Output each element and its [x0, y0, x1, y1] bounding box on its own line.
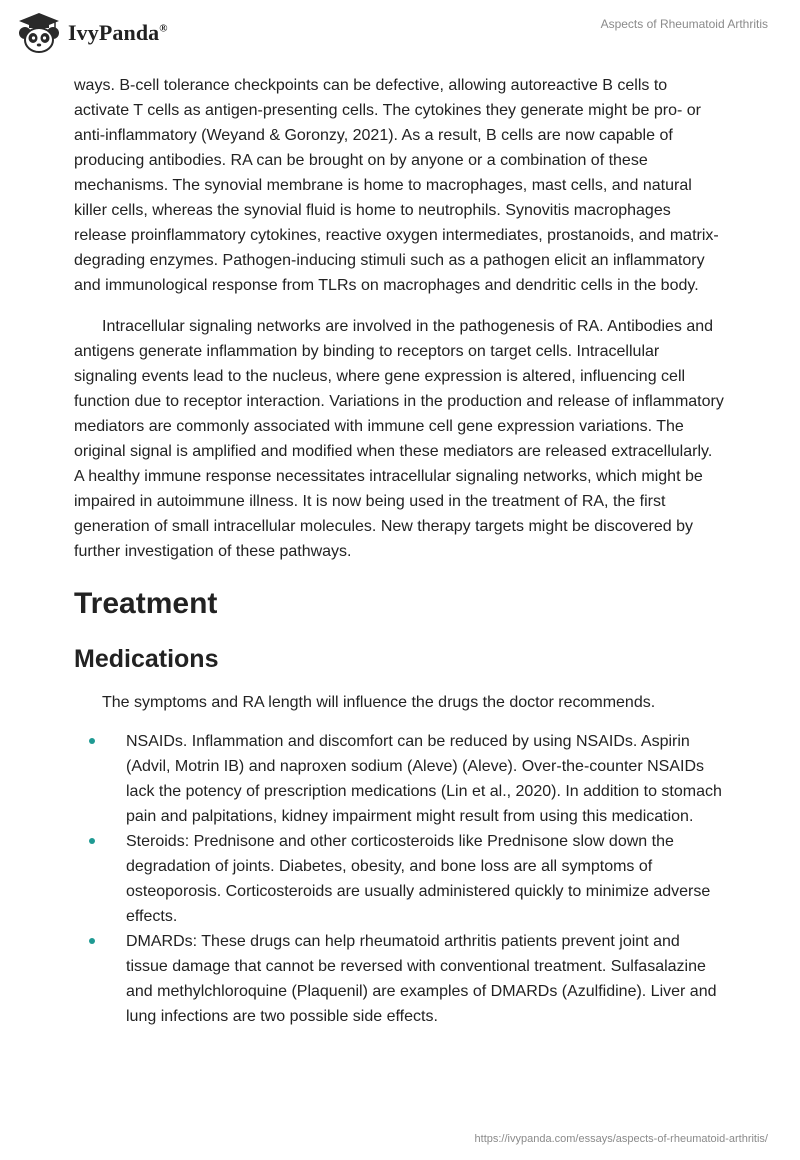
- section-heading-treatment: Treatment: [74, 587, 218, 620]
- ivypanda-logo[interactable]: [16, 10, 168, 56]
- list-item-dmards: [74, 929, 724, 1029]
- brand-name: IvyPanda®: [68, 20, 168, 45]
- subsection-heading-medications: Medications: [74, 645, 219, 673]
- list-item-text: Steroids: Prednisone and other corticosteroids like Prednisone slow down the degradation of joints. Diabetes, obesity, and bone loss are all symptoms of osteoporosis. Corticosteroids are usually administered quickly to minimize adverse effects.: [126, 833, 711, 925]
- bullet-icon: [89, 838, 95, 844]
- panda-graduate-icon: [16, 10, 62, 56]
- page-header: [0, 0, 800, 64]
- source-url[interactable]: https://ivypanda.com/essays/aspects-of-rheumatoid-arthritis/: [474, 1133, 768, 1145]
- document-title: Aspects of Rheumatoid Arthritis: [600, 17, 768, 31]
- list-item-text: NSAIDs. Inflammation and discomfort can be reduced by using NSAIDs. Aspirin (Advil, Motrin IB) and naproxen sodium (Aleve) (Aleve). Over-the-counter NSAIDs lack the potency of prescription medications (Lin et al., 2020). In addition to stomach pain and palpitations, kidney impairment might result from using this medication.: [126, 733, 722, 825]
- essay-content: [74, 73, 724, 1029]
- bullet-icon: [89, 938, 95, 944]
- list-item-text: DMARDs: These drugs can help rheumatoid arthritis patients prevent joint and tissue damage that cannot be reversed with conventional treatment. Sulfasalazine and methylchloroquine (Plaquenil) are examples of DMARDs (Azulfidine). Liver and lung infections are two possible side effects.: [126, 933, 717, 1025]
- medications-intro: The symptoms and RA length will influence the drugs the doctor recommends.: [102, 694, 656, 711]
- list-item-steroids: [74, 829, 724, 929]
- medications-list: [74, 729, 724, 1029]
- body-paragraph-2: Intracellular signaling networks are involved in the pathogenesis of RA. Antibodies and antigens generate inflammation by binding to receptors on target cells. Intracellular signaling events lead to the nucleus, where gene expression is altered, influencing cell function due to receptor interaction. Variations in the production and release of inflammatory mediators are commonly associated with immune cell gene expression variations. The original signal is amplified and modified when these mediators are released extracellularly. A healthy immune response necessitates intracellular signaling networks, which might be impaired in autoimmune illness. It is now being used in the treatment of RA, the first generation of small intracellular molecules. New therapy targets might be discovered by further investigation of these pathways.: [74, 318, 724, 560]
- body-paragraph-1: ways. B-cell tolerance checkpoints can be defective, allowing autoreactive B cells to activate T cells as antigen-presenting cells. The cytokines they generate might be pro- or anti-inflammatory (Weyand & Goronzy, 2021). As a result, B cells are now capable of producing antibodies. RA can be brought on by anyone or a combination of these mechanisms. The synovial membrane is home to macrophages, mast cells, and natural killer cells, whereas the synovial fluid is home to neutrophils. Synovitis macrophages release proinflammatory cytokines, reactive oxygen intermediates, prostanoids, and matrix-degrading enzymes. Pathogen-inducing stimuli such as a pathogen elicit an inflammatory and immunological response from TLRs on macrophages and dendritic cells in the body.: [74, 77, 719, 294]
- list-item-nsaids: [74, 729, 724, 829]
- bullet-icon: [89, 738, 95, 744]
